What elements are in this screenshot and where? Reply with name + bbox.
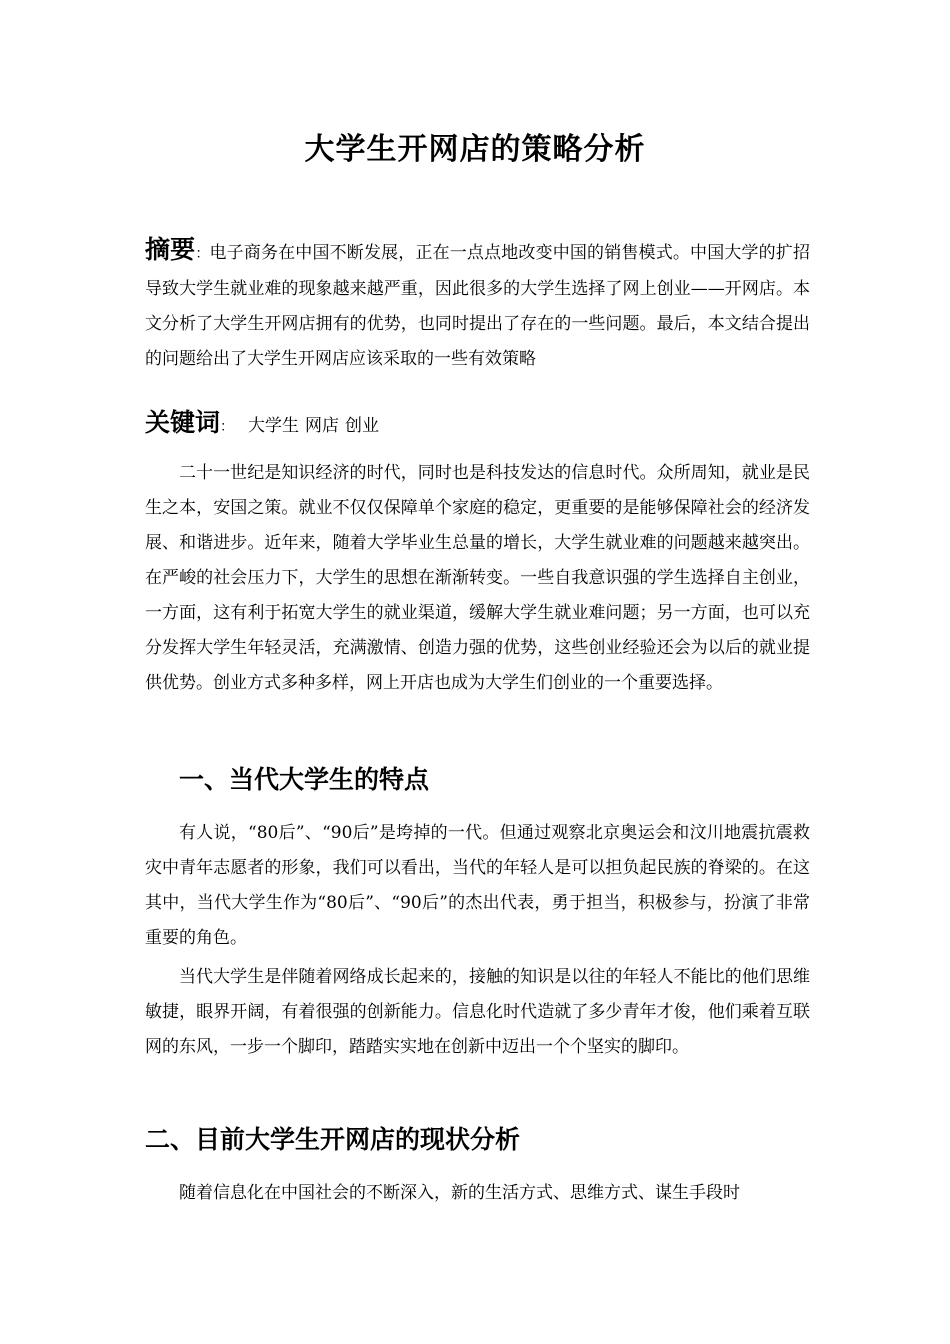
abstract-text: 电子商务在中国不断发展，正在一点点地改变中国的销售模式。中国大学的扩招导致大学生就业难的现象越来越严重，因此很多的大学生选择了网上创业——开网店。本文分析了大学生开网店拥有的优势，也同时提出了存在的一些问题。最后，本文结合提出的问题给出了大学生开网店应该采取的一些有效策略: [145, 243, 810, 369]
abstract-label: 摘要: [145, 235, 196, 264]
abstract-colon: ：: [195, 246, 210, 262]
section1-paragraph-2: 当代大学生是伴随着网络成长起来的，接触的知识是以往的年轻人不能比的他们思维敏捷，眼界开阔，有着很强的创新能力。信息化时代造就了多少青年才俊，他们乘着互联网的东风，一步一个脚印，踏踏实实地在创新中迈出一个个坚实的脚印。: [145, 967, 810, 1057]
keywords-label: 关键词: [145, 408, 221, 437]
keywords-colon: ：: [220, 419, 235, 435]
section2-paragraph-1: 随着信息化在中国社会的不断深入，新的生活方式、思维方式、谋生手段时: [179, 1183, 740, 1203]
section1-paragraph-1: 有人说，“80后”、“90后”是垮掉的一代。但通过观察北京奥运会和汶川地震抗震救灾中青年志愿者的形象，我们可以看出，当代的年轻人是可以担负起民族的脊梁的。在这其中，当代大学生作为“80后”、“90后”的杰出代表，勇于担当，积极参与，扮演了非常重要的角色。: [145, 823, 810, 948]
keyword-item: 大学生: [248, 416, 300, 436]
section-heading-1: 一、当代大学生的特点: [179, 765, 430, 794]
abstract-paragraph: [145, 232, 810, 377]
section-heading-2: 二、目前大学生开网店的现状分析: [145, 1125, 521, 1154]
keyword-item: 创业: [345, 416, 380, 436]
document-title: 大学生开网店的策略分析: [304, 132, 646, 167]
intro-paragraph: 二十一世纪是知识经济的时代，同时也是科技发达的信息时代。众所周知，就业是民生之本，安国之策。就业不仅仅保障单个家庭的稳定，更重要的是能够保障社会的经济发展、和谐进步。近年来，随着大学毕业生总量的增长，大学生就业难的问题越来越突出。在严峻的社会压力下，大学生的思想在渐渐转变。一些自我意识强的学生选择自主创业，一方面，这有利于拓宽大学生的就业渠道，缓解大学生就业难问题；另一方面，也可以充分发挥大学生年轻灵活，充满激情、创造力强的优势，这些创业经验还会为以后的就业提供优势。创业方式多种多样，网上开店也成为大学生们创业的一个重要选择。: [145, 463, 810, 693]
keywords-line: [145, 405, 810, 445]
keyword-item: 网店: [305, 416, 340, 436]
